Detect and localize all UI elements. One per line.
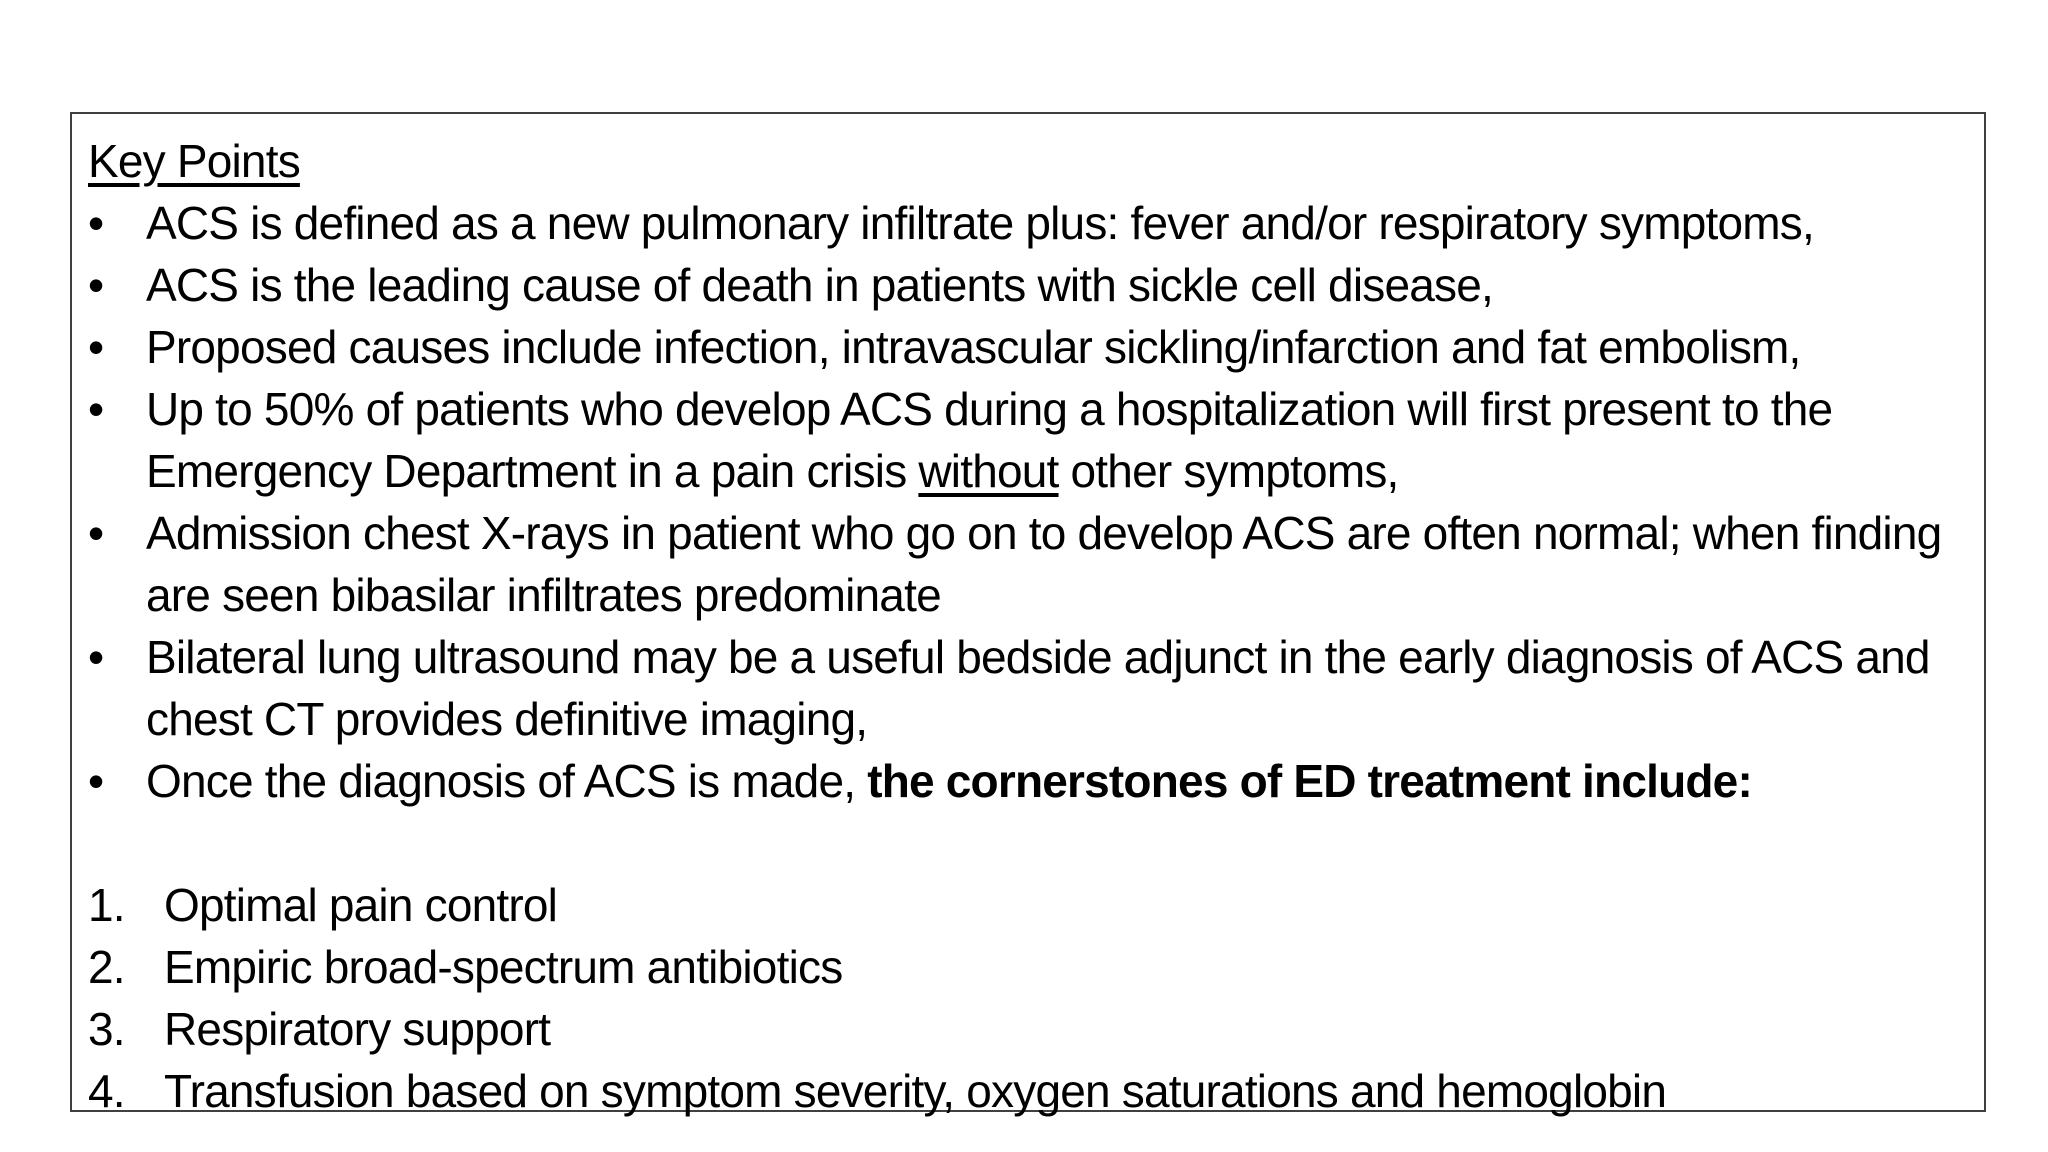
bullet-icon: • — [88, 321, 104, 373]
item-number: 1. — [88, 879, 125, 931]
bullet-item — [88, 626, 1984, 750]
bullet-text: Bilateral lung ultrasound may be a useful bedside adjunct in the early diagnosis of ACS and chest CT provides definitive imaging, — [146, 631, 1930, 745]
bullet-icon: • — [88, 383, 104, 435]
bullet-icon: • — [88, 755, 104, 807]
treatment-item — [88, 874, 1984, 936]
key-points-heading: Key Points — [88, 135, 300, 187]
bullet-item — [88, 316, 1984, 378]
spacer — [88, 812, 1984, 874]
bullet-text: ACS is the leading cause of death in patients with sickle cell disease, — [146, 259, 1493, 311]
treatment-item — [88, 1060, 1984, 1122]
bullet-text: ACS is defined as a new pulmonary infiltrate plus: fever and/or respiratory symptoms, — [146, 197, 1814, 249]
bullet-text: Proposed causes include infection, intravascular sickling/infarction and fat embolism, — [146, 321, 1801, 373]
bullet-icon: • — [88, 197, 104, 249]
bullet-text: Admission chest X-rays in patient who go on to develop ACS are often normal; when finding are seen bibasilar infiltrates predominate — [146, 507, 1942, 621]
bullet-item — [88, 192, 1984, 254]
treatment-item — [88, 936, 1984, 998]
bullet-text: Once the diagnosis of ACS is made, — [146, 755, 868, 807]
item-number: 4. — [88, 1065, 125, 1117]
key-points-box — [70, 112, 1986, 1117]
treatment-list — [88, 874, 1984, 1122]
treatment-item — [88, 998, 1984, 1060]
item-text: Respiratory support — [164, 1003, 551, 1055]
item-number: 3. — [88, 1003, 125, 1055]
bullet-icon: • — [88, 631, 104, 683]
bullet-icon: • — [88, 259, 104, 311]
item-text: Empiric broad-spectrum antibiotics — [164, 941, 843, 993]
bold-phrase: the cornerstones of ED treatment include: — [867, 755, 1752, 807]
bullet-icon: • — [88, 507, 104, 559]
key-points-list — [88, 192, 1984, 812]
bullet-item — [88, 750, 1984, 812]
item-text: Transfusion based on symptom severity, oxygen saturations and hemoglobin — [164, 1065, 1667, 1117]
underlined-word: without — [918, 445, 1059, 497]
bullet-item — [88, 378, 1984, 502]
bullet-text: other symptoms, — [1058, 445, 1399, 497]
bullet-item — [88, 254, 1984, 316]
bullet-text: Up to 50% of patients who develop ACS during a hospitalization will first present to the Emergency Department in a pain crisis — [146, 383, 1833, 497]
item-number: 2. — [88, 941, 125, 993]
item-text: Optimal pain control — [164, 879, 558, 931]
bullet-item — [88, 502, 1984, 626]
